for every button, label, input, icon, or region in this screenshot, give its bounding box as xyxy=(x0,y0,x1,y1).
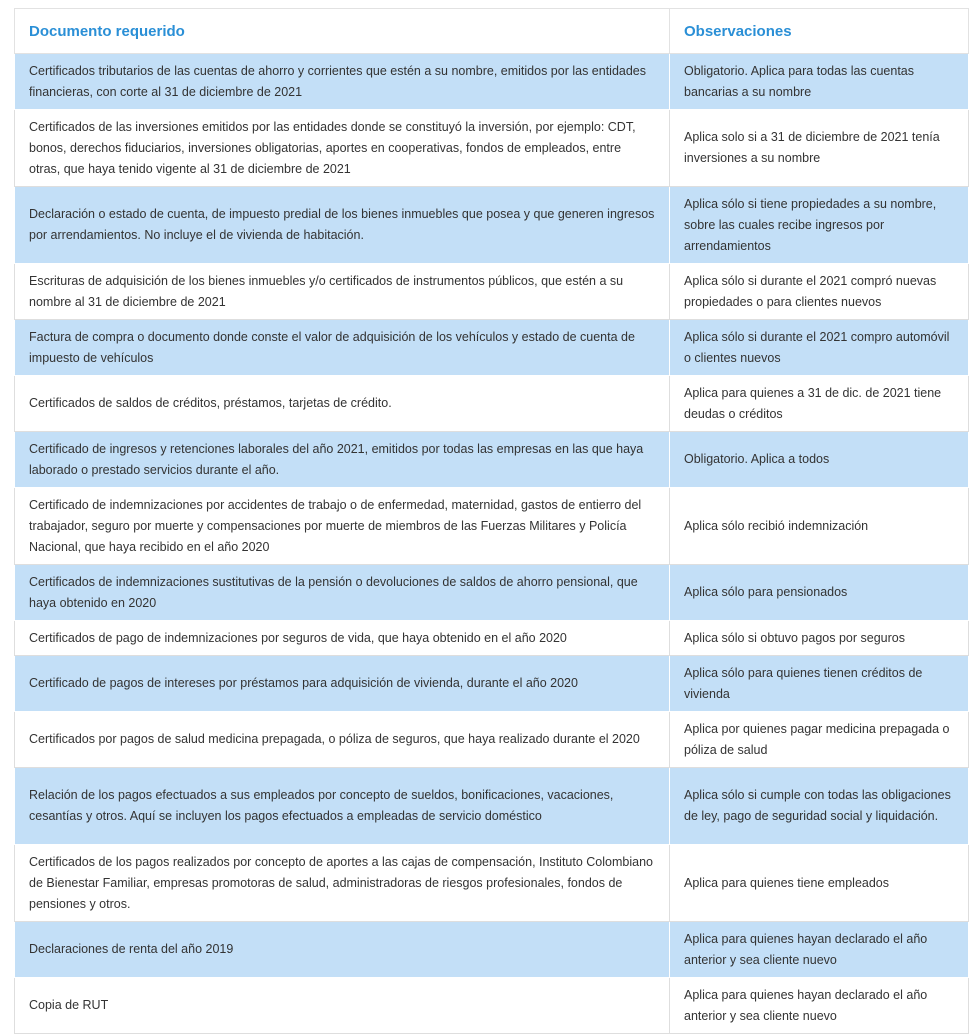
table-row xyxy=(15,845,969,922)
observation-cell: Aplica sólo si durante el 2021 compro automóvil o clientes nuevos xyxy=(670,320,969,376)
observation-cell: Aplica para quienes hayan declarado el año anterior y sea cliente nuevo xyxy=(670,922,969,978)
table-row xyxy=(15,432,969,488)
observation-cell: Aplica sólo si durante el 2021 compró nuevas propiedades o para clientes nuevos xyxy=(670,264,969,320)
table-row xyxy=(15,565,969,621)
observation-cell: Aplica sólo si cumple con todas las obligaciones de ley, pago de seguridad social y liquidación. xyxy=(670,768,969,845)
table-row xyxy=(15,264,969,320)
observation-cell: Obligatorio. Aplica para todas las cuentas bancarias a su nombre xyxy=(670,54,969,110)
table-row xyxy=(15,922,969,978)
required-documents-table xyxy=(14,8,969,1034)
document-cell: Certificados de saldos de créditos, préstamos, tarjetas de crédito. xyxy=(15,376,670,432)
observation-cell: Aplica sólo recibió indemnización xyxy=(670,488,969,565)
observation-cell: Obligatorio. Aplica a todos xyxy=(670,432,969,488)
table-row xyxy=(15,54,969,110)
observation-cell: Aplica sólo para pensionados xyxy=(670,565,969,621)
document-cell: Certificados de los pagos realizados por concepto de aportes a las cajas de compensación, Instituto Colombiano de Bienestar Familiar, empresas promotoras de salud, administradoras de riesgos profesionales, fondos de pensiones y otros. xyxy=(15,845,670,922)
document-cell: Certificados de las inversiones emitidos por las entidades donde se constituyó la inversión, por ejemplo: CDT, bonos, derechos fiduciarios, inversiones obligatorias, aportes en cooperativas, fondos de empleados, entre otras, que haya tenido vigente al 31 de diciembre de 2021 xyxy=(15,110,670,187)
document-cell: Certificado de pagos de intereses por préstamos para adquisición de vivienda, durante el año 2020 xyxy=(15,656,670,712)
document-cell: Certificados de pago de indemnizaciones por seguros de vida, que haya obtenido en el año 2020 xyxy=(15,621,670,656)
observation-cell: Aplica sólo para quienes tienen créditos de vivienda xyxy=(670,656,969,712)
table-row xyxy=(15,376,969,432)
document-cell: Certificado de indemnizaciones por accidentes de trabajo o de enfermedad, maternidad, gastos de entierro del trabajador, seguro por muerte y compensaciones por muerte de miembros de las Fuerzas Militares y Policía Nacional, que haya recibido en el año 2020 xyxy=(15,488,670,565)
document-cell: Certificados tributarios de las cuentas de ahorro y corrientes que estén a su nombre, emitidos por las entidades financieras, con corte al 31 de diciembre de 2021 xyxy=(15,54,670,110)
table-row xyxy=(15,488,969,565)
table-row xyxy=(15,656,969,712)
document-cell: Declaraciones de renta del año 2019 xyxy=(15,922,670,978)
document-cell: Certificados por pagos de salud medicina prepagada, o póliza de seguros, que haya realizado durante el 2020 xyxy=(15,712,670,768)
observation-cell: Aplica sólo si obtuvo pagos por seguros xyxy=(670,621,969,656)
table-row xyxy=(15,768,969,845)
observation-cell: Aplica por quienes pagar medicina prepagada o póliza de salud xyxy=(670,712,969,768)
observation-cell: Aplica para quienes tiene empleados xyxy=(670,845,969,922)
document-cell: Factura de compra o documento donde conste el valor de adquisición de los vehículos y estado de cuenta de impuesto de vehículos xyxy=(15,320,670,376)
observation-cell: Aplica sólo si tiene propiedades a su nombre, sobre las cuales recibe ingresos por arrendamientos xyxy=(670,187,969,264)
table-row xyxy=(15,978,969,1034)
document-cell: Certificado de ingresos y retenciones laborales del año 2021, emitidos por todas las empresas en las que haya laborado o prestado servicios durante el año. xyxy=(15,432,670,488)
table-row xyxy=(15,712,969,768)
document-cell: Relación de los pagos efectuados a sus empleados por concepto de sueldos, bonificaciones, vacaciones, cesantías y otros. Aquí se incluyen los pagos efectuados a empleadas de servicio doméstico xyxy=(15,768,670,845)
document-cell: Declaración o estado de cuenta, de impuesto predial de los bienes inmuebles que posea y que generen ingresos por arrendamientos. No incluye el de vivienda de habitación. xyxy=(15,187,670,264)
table-row xyxy=(15,110,969,187)
document-cell: Escrituras de adquisición de los bienes inmuebles y/o certificados de instrumentos públicos, que estén a su nombre al 31 de diciembre de 2021 xyxy=(15,264,670,320)
observation-cell: Aplica para quienes hayan declarado el año anterior y sea cliente nuevo xyxy=(670,978,969,1034)
table-row xyxy=(15,621,969,656)
document-cell: Copia de RUT xyxy=(15,978,670,1034)
table-row xyxy=(15,187,969,264)
header-observaciones: Observaciones xyxy=(670,9,969,54)
document-cell: Certificados de indemnizaciones sustitutivas de la pensión o devoluciones de saldos de ahorro pensional, que haya obtenido en 2020 xyxy=(15,565,670,621)
header-documento-requerido: Documento requerido xyxy=(15,9,670,54)
observation-cell: Aplica solo si a 31 de diciembre de 2021 tenía inversiones a su nombre xyxy=(670,110,969,187)
observation-cell: Aplica para quienes a 31 de dic. de 2021 tiene deudas o créditos xyxy=(670,376,969,432)
table-row xyxy=(15,320,969,376)
table-header-row xyxy=(15,9,969,54)
